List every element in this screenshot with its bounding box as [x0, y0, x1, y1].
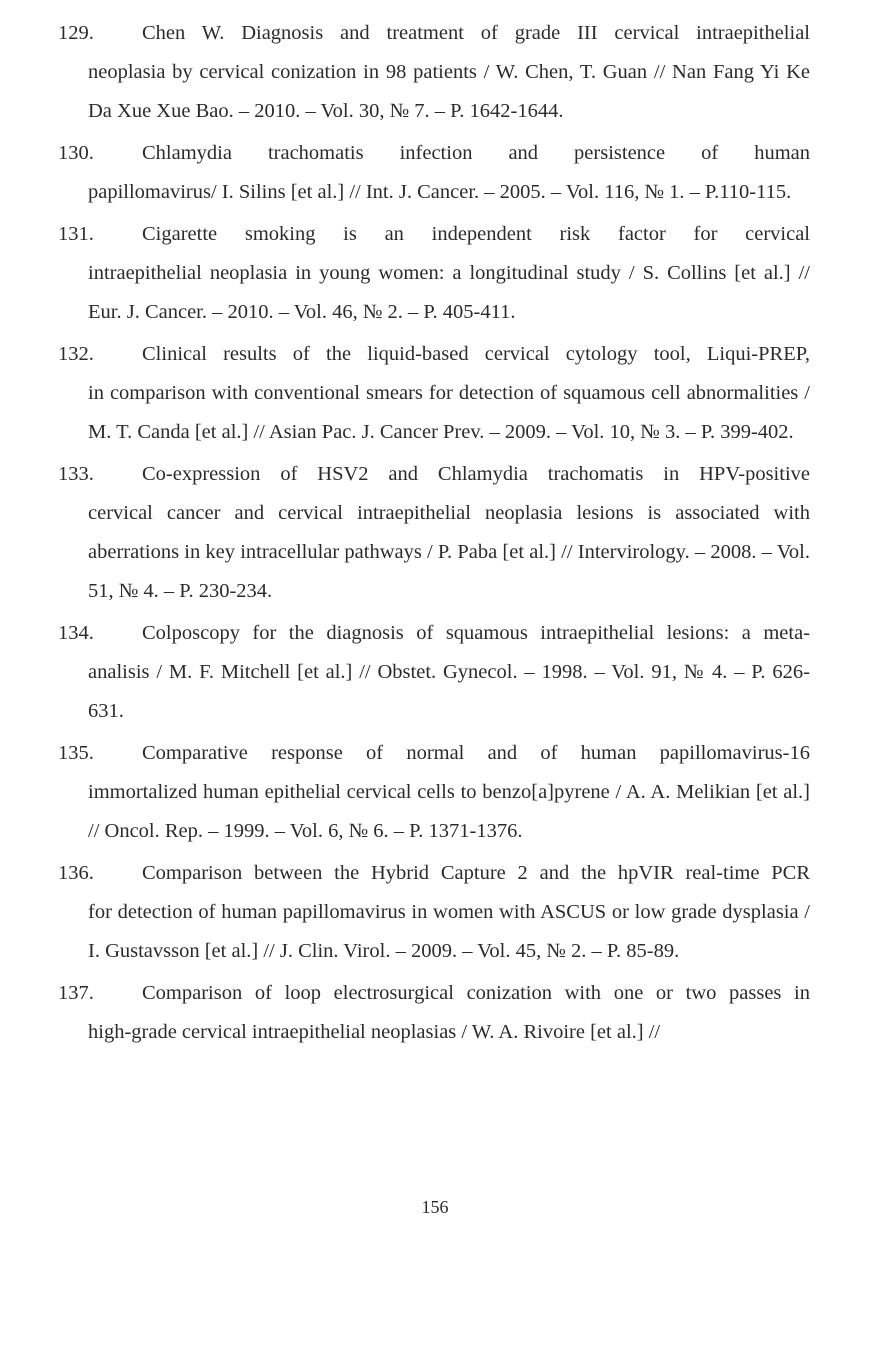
- reference-first-line: [58, 734, 810, 773]
- reference-body: [58, 455, 810, 611]
- reference-title-start: Co-expression of HSV2 and Chlamydia trachomatis in HPV-positive: [142, 463, 810, 485]
- reference-first-line: [58, 134, 810, 173]
- reference-item: [58, 734, 810, 851]
- reference-item: [58, 14, 810, 131]
- reference-body: [58, 134, 810, 212]
- reference-number: 137.: [58, 982, 94, 1004]
- reference-item: [58, 455, 810, 611]
- reference-body: [58, 614, 810, 731]
- reference-citation: cervical cancer and cervical intraepithelial neoplasia lesions is associated with aberrations in key intracellular pathways / P. Paba [et al.] // Intervirology. – 2008. – Vol. 51, № 4. – P. 230-234.: [88, 502, 810, 602]
- reference-title-start: Comparative response of normal and of human papillomavirus-16: [142, 742, 810, 764]
- reference-first-line: [58, 335, 810, 374]
- reference-title-start: Comparison of loop electrosurgical conization with one or two passes in: [142, 982, 810, 1004]
- reference-title-start: Chen W. Diagnosis and treatment of grade III cervical intraepithelial: [142, 22, 810, 44]
- reference-body: [58, 854, 810, 971]
- reference-item: [58, 974, 810, 1052]
- reference-number: 131.: [58, 223, 94, 245]
- reference-body: [58, 14, 810, 131]
- reference-title-start: Comparison between the Hybrid Capture 2 and the hpVIR real-time PCR: [142, 862, 810, 884]
- reference-item: [58, 854, 810, 971]
- reference-number: 132.: [58, 343, 94, 365]
- reference-item: [58, 215, 810, 332]
- reference-citation: in comparison with conventional smears for detection of squamous cell abnormalities / M. T. Canda [et al.] // Asian Pac. J. Cancer Prev. – 2009. – Vol. 10, № 3. – P. 399-402.: [88, 382, 810, 443]
- reference-title-start: Colposcopy for the diagnosis of squamous intraepithelial lesions: a meta-: [142, 622, 810, 644]
- reference-number: 129.: [58, 22, 94, 44]
- reference-body: [58, 215, 810, 332]
- reference-citation: high-grade cervical intraepithelial neoplasias / W. A. Rivoire [et al.] //: [88, 1021, 661, 1043]
- reference-item: [58, 134, 810, 212]
- reference-citation: immortalized human epithelial cervical cells to benzo[a]pyrene / A. A. Melikian [et al.] // Oncol. Rep. – 1999. – Vol. 6, № 6. – P. 1371-1376.: [88, 781, 810, 842]
- reference-citation: for detection of human papillomavirus in women with ASCUS or low grade dysplasia / I. Gustavsson [et al.] // J. Clin. Virol. – 2009. – Vol. 45, № 2. – P. 85-89.: [88, 901, 810, 962]
- reference-citation: analisis / M. F. Mitchell [et al.] // Obstet. Gynecol. – 1998. – Vol. 91, № 4. – P. 626-631.: [88, 661, 810, 722]
- reference-first-line: [58, 614, 810, 653]
- reference-list: [58, 14, 810, 1055]
- reference-first-line: [58, 215, 810, 254]
- reference-body: [58, 734, 810, 851]
- reference-body: [58, 335, 810, 452]
- reference-number: 133.: [58, 463, 94, 485]
- reference-item: [58, 614, 810, 731]
- reference-number: 136.: [58, 862, 94, 884]
- reference-first-line: [58, 974, 810, 1013]
- reference-first-line: [58, 14, 810, 53]
- reference-citation: intraepithelial neoplasia in young women: a longitudinal study / S. Collins [et al.] // Eur. J. Cancer. – 2010. – Vol. 46, № 2. – P. 405-411.: [88, 262, 810, 323]
- reference-title-start: Cigarette smoking is an independent risk factor for cervical: [142, 223, 810, 245]
- reference-title-start: Chlamydia trachomatis infection and persistence of human: [142, 142, 810, 164]
- page-number: 156: [421, 1197, 449, 1217]
- reference-number: 130.: [58, 142, 94, 164]
- reference-citation: papillomavirus/ I. Silins [et al.] // Int. J. Cancer. – 2005. – Vol. 116, № 1. – P.110-115.: [88, 181, 792, 203]
- reference-body: [58, 974, 810, 1052]
- reference-title-start: Clinical results of the liquid-based cervical cytology tool, Liqui-PREP,: [142, 343, 810, 365]
- reference-first-line: [58, 854, 810, 893]
- reference-number: 135.: [58, 742, 94, 764]
- reference-number: 134.: [58, 622, 94, 644]
- reference-first-line: [58, 455, 810, 494]
- reference-citation: neoplasia by cervical conization in 98 patients / W. Chen, T. Guan // Nan Fang Yi Ke Da Xue Xue Bao. – 2010. – Vol. 30, № 7. – P. 1642-1644.: [88, 61, 810, 122]
- reference-item: [58, 335, 810, 452]
